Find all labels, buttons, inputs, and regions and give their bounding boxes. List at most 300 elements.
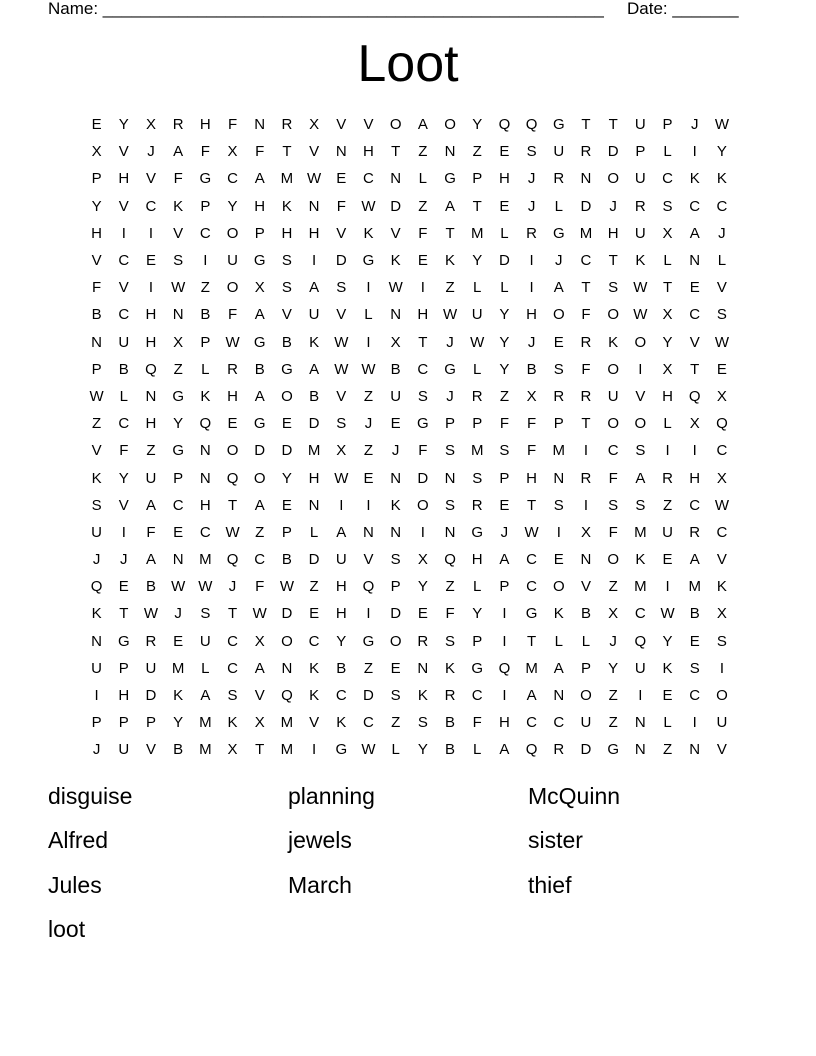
grid-letter[interactable]: A bbox=[445, 197, 456, 215]
grid-letter[interactable]: Y bbox=[91, 197, 102, 215]
grid-letter[interactable]: O bbox=[226, 279, 239, 297]
grid-letter[interactable]: N bbox=[553, 687, 565, 705]
grid-letter[interactable]: Z bbox=[309, 578, 319, 596]
grid-letter[interactable]: N bbox=[199, 442, 211, 460]
grid-letter[interactable]: S bbox=[499, 442, 510, 460]
grid-letter[interactable]: J bbox=[364, 415, 373, 433]
grid-letter[interactable]: L bbox=[717, 252, 727, 270]
grid-letter[interactable]: U bbox=[308, 306, 320, 324]
grid-letter[interactable]: C bbox=[199, 523, 211, 541]
grid-letter[interactable]: L bbox=[581, 632, 591, 650]
grid-letter[interactable]: C bbox=[580, 252, 592, 270]
grid-letter[interactable]: Z bbox=[391, 714, 401, 732]
grid-letter[interactable]: W bbox=[334, 469, 349, 487]
grid-letter[interactable]: A bbox=[417, 116, 428, 134]
grid-letter[interactable]: N bbox=[689, 741, 701, 759]
grid-letter[interactable]: A bbox=[173, 143, 184, 161]
grid-letter[interactable]: E bbox=[390, 415, 401, 433]
grid-letter[interactable]: D bbox=[281, 605, 293, 623]
grid-letter[interactable]: A bbox=[499, 551, 510, 569]
grid-letter[interactable]: C bbox=[363, 170, 374, 188]
grid-letter[interactable]: O bbox=[607, 360, 619, 378]
grid-letter[interactable]: N bbox=[634, 741, 646, 759]
grid-letter[interactable]: K bbox=[445, 252, 456, 270]
grid-letter[interactable]: Z bbox=[499, 387, 509, 405]
grid-letter[interactable]: N bbox=[444, 469, 456, 487]
grid-letter[interactable]: G bbox=[471, 523, 484, 541]
grid-letter[interactable]: E bbox=[390, 659, 401, 677]
grid-letter[interactable]: J bbox=[92, 741, 101, 759]
grid-letter[interactable]: I bbox=[366, 333, 371, 351]
grid-letter[interactable]: J bbox=[527, 197, 536, 215]
grid-letter[interactable]: X bbox=[227, 741, 238, 759]
grid-letter[interactable]: D bbox=[390, 197, 402, 215]
grid-letter[interactable]: N bbox=[553, 469, 565, 487]
grid-letter[interactable]: L bbox=[663, 415, 672, 433]
grid-letter[interactable]: C bbox=[199, 224, 211, 242]
grid-letter[interactable]: H bbox=[145, 306, 157, 324]
grid-letter[interactable]: N bbox=[199, 469, 211, 487]
grid-letter[interactable]: A bbox=[309, 360, 320, 378]
grid-letter[interactable]: M bbox=[579, 224, 593, 242]
grid-letter[interactable]: I bbox=[420, 523, 425, 541]
grid-letter[interactable]: H bbox=[118, 687, 130, 705]
grid-letter[interactable]: D bbox=[498, 252, 510, 270]
grid-letter[interactable]: W bbox=[225, 523, 240, 541]
grid-letter[interactable]: P bbox=[145, 714, 156, 732]
grid-letter[interactable]: G bbox=[444, 360, 456, 378]
grid-letter[interactable]: P bbox=[200, 333, 211, 351]
grid-letter[interactable]: T bbox=[119, 605, 129, 623]
grid-letter[interactable]: P bbox=[281, 523, 292, 541]
grid-letter[interactable]: J bbox=[500, 523, 509, 541]
grid-letter[interactable]: E bbox=[118, 578, 129, 596]
grid-letter[interactable]: Z bbox=[445, 279, 455, 297]
grid-letter[interactable]: I bbox=[121, 523, 126, 541]
grid-letter[interactable]: G bbox=[552, 116, 565, 134]
grid-letter[interactable]: W bbox=[633, 306, 648, 324]
grid-letter[interactable]: A bbox=[254, 170, 265, 188]
grid-letter[interactable]: T bbox=[690, 360, 700, 378]
grid-letter[interactable]: I bbox=[583, 442, 589, 460]
grid-letter[interactable]: C bbox=[254, 551, 266, 569]
grid-letter[interactable]: B bbox=[281, 333, 292, 351]
grid-letter[interactable]: R bbox=[634, 197, 646, 215]
grid-letter[interactable]: X bbox=[254, 714, 265, 732]
grid-letter[interactable]: V bbox=[716, 551, 727, 569]
grid-letter[interactable]: G bbox=[552, 224, 565, 242]
grid-letter[interactable]: P bbox=[91, 170, 102, 188]
grid-letter[interactable]: L bbox=[473, 578, 482, 596]
grid-letter[interactable]: G bbox=[117, 632, 130, 650]
grid-letter[interactable]: X bbox=[608, 605, 619, 623]
grid-letter[interactable]: S bbox=[689, 659, 700, 677]
grid-letter[interactable]: U bbox=[634, 116, 646, 134]
grid-letter[interactable]: X bbox=[390, 333, 401, 351]
grid-letter[interactable]: N bbox=[634, 714, 646, 732]
grid-letter[interactable]: M bbox=[199, 714, 212, 732]
grid-letter[interactable]: V bbox=[91, 442, 102, 460]
grid-letter[interactable]: U bbox=[553, 143, 565, 161]
grid-letter[interactable]: K bbox=[390, 252, 401, 270]
grid-letter[interactable]: G bbox=[281, 360, 293, 378]
grid-letter[interactable]: T bbox=[527, 496, 537, 514]
grid-letter[interactable]: W bbox=[171, 279, 186, 297]
grid-letter[interactable]: K bbox=[309, 687, 320, 705]
grid-letter[interactable]: Y bbox=[336, 632, 347, 650]
grid-letter[interactable]: T bbox=[391, 143, 401, 161]
grid-letter[interactable]: D bbox=[308, 415, 320, 433]
grid-letter[interactable]: L bbox=[500, 224, 509, 242]
grid-letter[interactable]: E bbox=[417, 252, 428, 270]
grid-letter[interactable]: X bbox=[689, 415, 700, 433]
grid-letter[interactable]: W bbox=[198, 578, 213, 596]
grid-letter[interactable]: X bbox=[336, 442, 347, 460]
grid-letter[interactable]: P bbox=[390, 578, 401, 596]
grid-letter[interactable]: C bbox=[634, 605, 646, 623]
grid-letter[interactable]: F bbox=[445, 605, 455, 623]
grid-letter[interactable]: O bbox=[607, 170, 619, 188]
grid-letter[interactable]: S bbox=[662, 197, 673, 215]
grid-letter[interactable]: E bbox=[309, 605, 320, 623]
grid-letter[interactable]: O bbox=[634, 333, 647, 351]
grid-letter[interactable]: C bbox=[526, 714, 538, 732]
grid-letter[interactable]: R bbox=[662, 469, 673, 487]
grid-letter[interactable]: M bbox=[280, 170, 294, 188]
grid-letter[interactable]: I bbox=[366, 279, 371, 297]
grid-letter[interactable]: N bbox=[363, 523, 374, 541]
grid-letter[interactable]: Y bbox=[281, 469, 292, 487]
grid-letter[interactable]: P bbox=[472, 170, 483, 188]
grid-letter[interactable]: H bbox=[607, 224, 619, 242]
grid-letter[interactable]: S bbox=[445, 442, 456, 460]
grid-letter[interactable]: I bbox=[692, 143, 697, 161]
grid-letter[interactable]: S bbox=[336, 415, 347, 433]
grid-letter[interactable]: V bbox=[145, 170, 156, 188]
grid-letter[interactable]: O bbox=[444, 116, 456, 134]
grid-letter[interactable]: L bbox=[554, 197, 563, 215]
grid-letter[interactable]: E bbox=[716, 360, 727, 378]
grid-letter[interactable]: A bbox=[635, 469, 646, 487]
grid-letter[interactable]: A bbox=[689, 224, 700, 242]
grid-letter[interactable]: K bbox=[662, 659, 673, 677]
grid-letter[interactable]: Y bbox=[173, 714, 184, 732]
grid-letter[interactable]: G bbox=[525, 605, 538, 623]
grid-letter[interactable]: Y bbox=[716, 143, 727, 161]
grid-letter[interactable]: M bbox=[470, 224, 484, 242]
grid-letter[interactable]: C bbox=[227, 659, 238, 677]
grid-letter[interactable]: V bbox=[689, 333, 700, 351]
grid-letter[interactable]: L bbox=[418, 170, 428, 188]
grid-letter[interactable]: G bbox=[172, 442, 184, 460]
grid-letter[interactable]: S bbox=[281, 252, 292, 270]
grid-letter[interactable]: E bbox=[145, 252, 156, 270]
grid-letter[interactable]: N bbox=[308, 197, 320, 215]
grid-letter[interactable]: V bbox=[118, 496, 129, 514]
grid-letter[interactable]: R bbox=[580, 469, 592, 487]
grid-letter[interactable]: R bbox=[580, 387, 592, 405]
grid-letter[interactable]: F bbox=[499, 415, 509, 433]
grid-letter[interactable]: C bbox=[716, 523, 728, 541]
grid-letter[interactable]: T bbox=[227, 496, 238, 514]
grid-letter[interactable]: I bbox=[502, 605, 507, 623]
grid-letter[interactable]: E bbox=[689, 632, 700, 650]
grid-letter[interactable]: H bbox=[145, 333, 157, 351]
grid-letter[interactable]: D bbox=[308, 551, 320, 569]
grid-letter[interactable]: T bbox=[255, 741, 265, 759]
grid-letter[interactable]: M bbox=[280, 714, 294, 732]
grid-letter[interactable]: Q bbox=[716, 415, 728, 433]
grid-letter[interactable]: E bbox=[91, 116, 102, 134]
grid-letter[interactable]: E bbox=[173, 632, 184, 650]
grid-letter[interactable]: T bbox=[527, 632, 537, 650]
grid-letter[interactable]: E bbox=[662, 551, 673, 569]
grid-letter[interactable]: Y bbox=[662, 333, 673, 351]
grid-letter[interactable]: F bbox=[92, 279, 102, 297]
grid-letter[interactable]: C bbox=[363, 714, 374, 732]
grid-letter[interactable]: S bbox=[417, 387, 428, 405]
grid-letter[interactable]: P bbox=[499, 578, 510, 596]
grid-letter[interactable]: O bbox=[552, 578, 565, 596]
grid-letter[interactable]: Z bbox=[146, 442, 156, 460]
grid-letter[interactable]: A bbox=[526, 687, 537, 705]
grid-letter[interactable]: Y bbox=[472, 116, 483, 134]
grid-letter[interactable]: P bbox=[91, 360, 102, 378]
grid-letter[interactable]: B bbox=[118, 360, 129, 378]
grid-letter[interactable]: N bbox=[390, 469, 402, 487]
grid-letter[interactable]: I bbox=[529, 279, 534, 297]
grid-letter[interactable]: C bbox=[526, 551, 538, 569]
grid-letter[interactable]: W bbox=[442, 306, 458, 324]
grid-letter[interactable]: T bbox=[662, 279, 673, 297]
grid-letter[interactable]: F bbox=[418, 224, 428, 242]
grid-letter[interactable]: Y bbox=[118, 116, 129, 134]
grid-letter[interactable]: W bbox=[633, 279, 648, 297]
grid-letter[interactable]: F bbox=[173, 170, 183, 188]
grid-letter[interactable]: F bbox=[418, 442, 428, 460]
grid-letter[interactable]: R bbox=[580, 333, 592, 351]
grid-letter[interactable]: O bbox=[281, 632, 293, 650]
grid-letter[interactable]: J bbox=[555, 252, 563, 270]
grid-letter[interactable]: O bbox=[389, 116, 402, 134]
grid-letter[interactable]: F bbox=[227, 306, 238, 324]
grid-letter[interactable]: W bbox=[714, 496, 729, 514]
grid-letter[interactable]: Z bbox=[255, 523, 265, 541]
grid-letter[interactable]: V bbox=[716, 279, 727, 297]
grid-letter[interactable]: J bbox=[446, 387, 454, 405]
grid-letter[interactable]: Z bbox=[418, 143, 428, 161]
grid-letter[interactable]: Z bbox=[662, 741, 673, 759]
grid-letter[interactable]: U bbox=[662, 523, 673, 541]
grid-letter[interactable]: P bbox=[91, 714, 102, 732]
grid-letter[interactable]: Y bbox=[173, 415, 184, 433]
grid-letter[interactable]: W bbox=[388, 279, 403, 297]
grid-letter[interactable]: I bbox=[148, 279, 154, 297]
grid-letter[interactable]: C bbox=[526, 578, 538, 596]
grid-letter[interactable]: S bbox=[227, 687, 238, 705]
grid-letter[interactable]: O bbox=[253, 469, 266, 487]
grid-letter[interactable]: G bbox=[335, 741, 348, 759]
grid-letter[interactable]: J bbox=[527, 170, 536, 188]
grid-letter[interactable]: N bbox=[145, 387, 157, 405]
grid-letter[interactable]: B bbox=[254, 360, 265, 378]
grid-letter[interactable]: X bbox=[526, 387, 537, 405]
grid-letter[interactable]: K bbox=[91, 605, 102, 623]
grid-letter[interactable]: I bbox=[665, 578, 670, 596]
grid-letter[interactable]: K bbox=[309, 333, 320, 351]
grid-letter[interactable]: S bbox=[553, 360, 564, 378]
grid-letter[interactable]: L bbox=[309, 523, 319, 541]
grid-letter[interactable]: J bbox=[609, 632, 617, 650]
grid-letter[interactable]: O bbox=[226, 442, 239, 460]
grid-letter[interactable]: J bbox=[92, 551, 101, 569]
grid-letter[interactable]: X bbox=[580, 523, 591, 541]
grid-letter[interactable]: F bbox=[581, 360, 591, 378]
grid-letter[interactable]: H bbox=[363, 143, 374, 161]
grid-letter[interactable]: F bbox=[146, 523, 156, 541]
grid-letter[interactable]: D bbox=[254, 442, 266, 460]
grid-letter[interactable]: P bbox=[173, 469, 184, 487]
grid-letter[interactable]: Q bbox=[362, 578, 375, 596]
grid-letter[interactable]: N bbox=[444, 523, 456, 541]
grid-letter[interactable]: D bbox=[281, 442, 293, 460]
grid-letter[interactable]: Q bbox=[226, 469, 239, 487]
grid-letter[interactable]: W bbox=[225, 333, 240, 351]
grid-letter[interactable]: M bbox=[307, 442, 321, 460]
grid-letter[interactable]: F bbox=[255, 578, 265, 596]
grid-letter[interactable]: S bbox=[336, 279, 347, 297]
grid-letter[interactable]: H bbox=[145, 415, 157, 433]
grid-letter[interactable]: Q bbox=[444, 551, 456, 569]
grid-letter[interactable]: V bbox=[118, 197, 129, 215]
grid-letter[interactable]: R bbox=[526, 224, 538, 242]
grid-letter[interactable]: S bbox=[281, 279, 292, 297]
grid-letter[interactable]: G bbox=[253, 415, 266, 433]
grid-letter[interactable]: R bbox=[417, 632, 429, 650]
grid-letter[interactable]: R bbox=[281, 116, 293, 134]
grid-letter[interactable]: Y bbox=[499, 333, 510, 351]
grid-letter[interactable]: H bbox=[308, 224, 320, 242]
grid-letter[interactable]: F bbox=[581, 306, 591, 324]
grid-letter[interactable]: I bbox=[312, 252, 317, 270]
grid-letter[interactable]: O bbox=[580, 687, 592, 705]
grid-letter[interactable]: K bbox=[390, 496, 401, 514]
grid-letter[interactable]: R bbox=[689, 523, 701, 541]
grid-letter[interactable]: S bbox=[608, 279, 619, 297]
grid-letter[interactable]: D bbox=[607, 143, 619, 161]
grid-letter[interactable]: B bbox=[580, 605, 591, 623]
grid-letter[interactable]: X bbox=[716, 469, 727, 487]
grid-letter[interactable]: U bbox=[91, 523, 103, 541]
grid-letter[interactable]: C bbox=[471, 687, 483, 705]
grid-letter[interactable]: P bbox=[472, 632, 483, 650]
grid-letter[interactable]: K bbox=[91, 469, 102, 487]
grid-letter[interactable]: N bbox=[580, 551, 592, 569]
grid-letter[interactable]: R bbox=[471, 496, 483, 514]
grid-letter[interactable]: H bbox=[526, 469, 538, 487]
grid-letter[interactable]: U bbox=[634, 224, 646, 242]
grid-letter[interactable]: H bbox=[498, 170, 510, 188]
grid-letter[interactable]: N bbox=[390, 170, 402, 188]
grid-letter[interactable]: S bbox=[200, 605, 211, 623]
grid-letter[interactable]: X bbox=[254, 279, 265, 297]
grid-letter[interactable]: Z bbox=[472, 143, 482, 161]
grid-letter[interactable]: U bbox=[227, 252, 238, 270]
grid-letter[interactable]: Z bbox=[608, 687, 618, 705]
grid-letter[interactable]: V bbox=[91, 252, 102, 270]
grid-letter[interactable]: K bbox=[281, 197, 292, 215]
grid-letter[interactable]: M bbox=[552, 442, 566, 460]
grid-letter[interactable]: M bbox=[171, 659, 185, 677]
grid-letter[interactable]: I bbox=[366, 496, 371, 514]
grid-letter[interactable]: K bbox=[336, 714, 347, 732]
grid-letter[interactable]: B bbox=[200, 306, 211, 324]
grid-letter[interactable]: Q bbox=[90, 578, 103, 596]
grid-letter[interactable]: H bbox=[471, 551, 483, 569]
grid-letter[interactable]: O bbox=[634, 415, 647, 433]
grid-letter[interactable]: W bbox=[361, 197, 376, 215]
grid-letter[interactable]: H bbox=[498, 714, 510, 732]
grid-letter[interactable]: C bbox=[662, 170, 673, 188]
grid-letter[interactable]: C bbox=[689, 306, 701, 324]
grid-letter[interactable]: Q bbox=[226, 551, 239, 569]
grid-letter[interactable]: A bbox=[254, 306, 265, 324]
grid-letter[interactable]: A bbox=[254, 496, 265, 514]
grid-letter[interactable]: N bbox=[91, 333, 103, 351]
grid-letter[interactable]: B bbox=[281, 551, 292, 569]
grid-letter[interactable]: J bbox=[527, 333, 536, 351]
grid-letter[interactable]: L bbox=[663, 143, 672, 161]
grid-letter[interactable]: U bbox=[118, 333, 130, 351]
grid-letter[interactable]: W bbox=[143, 605, 159, 623]
grid-letter[interactable]: R bbox=[553, 170, 565, 188]
grid-letter[interactable]: J bbox=[609, 197, 617, 215]
grid-letter[interactable]: G bbox=[471, 659, 484, 677]
grid-letter[interactable]: I bbox=[719, 659, 724, 677]
grid-letter[interactable]: L bbox=[473, 360, 482, 378]
grid-letter[interactable]: V bbox=[336, 116, 347, 134]
grid-letter[interactable]: L bbox=[119, 387, 128, 405]
grid-letter[interactable]: Q bbox=[525, 741, 538, 759]
grid-letter[interactable]: N bbox=[308, 496, 320, 514]
grid-letter[interactable]: S bbox=[526, 143, 537, 161]
grid-letter[interactable]: H bbox=[254, 197, 266, 215]
grid-letter[interactable]: J bbox=[718, 224, 726, 242]
grid-letter[interactable]: Q bbox=[498, 659, 511, 677]
grid-letter[interactable]: M bbox=[634, 523, 647, 541]
grid-letter[interactable]: S bbox=[445, 496, 456, 514]
grid-letter[interactable]: S bbox=[635, 496, 646, 514]
grid-letter[interactable]: J bbox=[120, 551, 128, 569]
grid-letter[interactable]: W bbox=[714, 116, 729, 134]
grid-letter[interactable]: H bbox=[335, 578, 347, 596]
grid-letter[interactable]: C bbox=[227, 632, 238, 650]
grid-letter[interactable]: O bbox=[389, 632, 402, 650]
grid-letter[interactable]: D bbox=[145, 687, 157, 705]
grid-letter[interactable]: V bbox=[363, 116, 374, 134]
grid-letter[interactable]: L bbox=[554, 632, 563, 650]
grid-letter[interactable]: P bbox=[553, 415, 564, 433]
grid-letter[interactable]: G bbox=[417, 415, 429, 433]
grid-letter[interactable]: D bbox=[417, 469, 429, 487]
grid-letter[interactable]: P bbox=[254, 224, 265, 242]
grid-letter[interactable]: V bbox=[309, 143, 320, 161]
grid-letter[interactable]: P bbox=[580, 659, 591, 677]
grid-letter[interactable]: K bbox=[417, 687, 428, 705]
grid-letter[interactable]: Z bbox=[608, 578, 618, 596]
grid-letter[interactable]: C bbox=[335, 687, 347, 705]
grid-letter[interactable]: B bbox=[390, 360, 401, 378]
